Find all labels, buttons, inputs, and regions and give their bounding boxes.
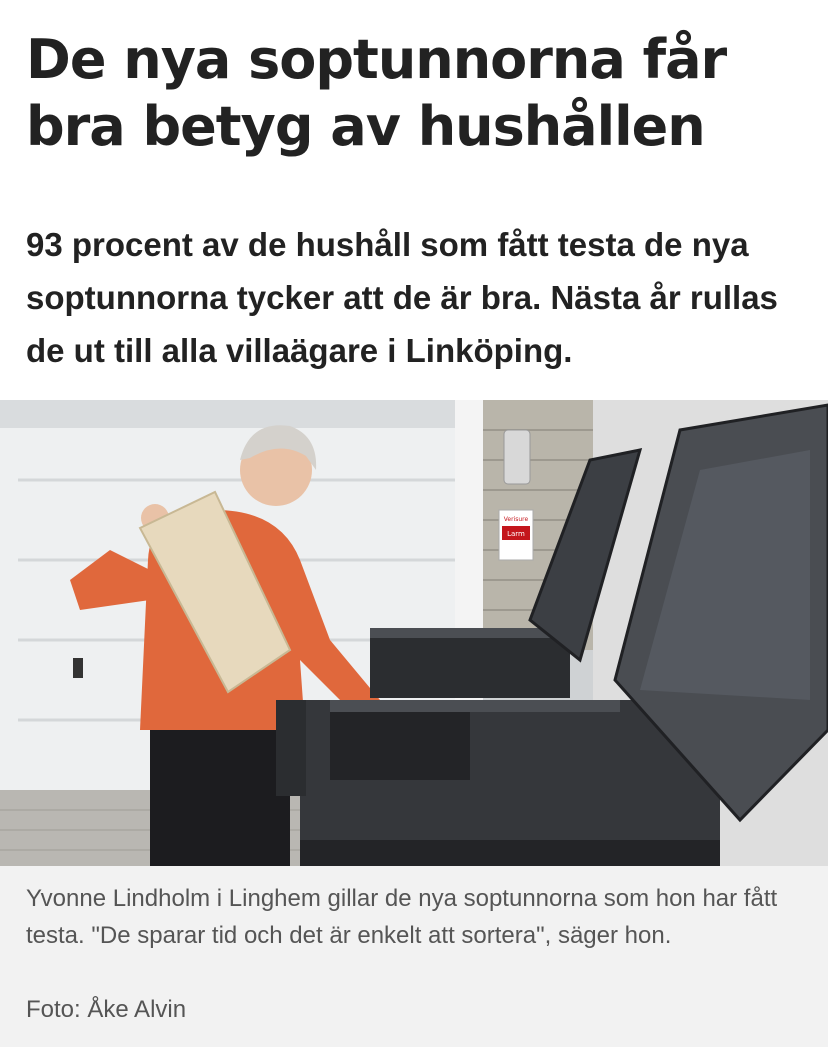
alarm-sign-label: Larm [507,530,525,538]
photo-credit: Foto: Åke Alvin [26,996,187,1023]
caption-box [0,866,828,1047]
wall-lamp [504,430,530,484]
alarm-sign-brand: Verisure [503,516,529,523]
photo-illustration [0,400,828,866]
headline: De nya soptunnorna får bra betyg av hushållen [26,28,727,158]
waste-bin-back [370,628,570,698]
photo-caption: Yvonne Lindholm i Linghem gillar de nya soptunnorna som hon har fått testa. "De sparar tid och det är enkelt att sortera", säger hon. [26,885,778,949]
article-photo[interactable] [0,400,828,866]
lead-paragraph: 93 procent av de hushåll som fått testa de nya soptunnorna tycker att de är bra. Nästa år rullas de ut till alla villaägare i Linköping. [26,226,778,369]
